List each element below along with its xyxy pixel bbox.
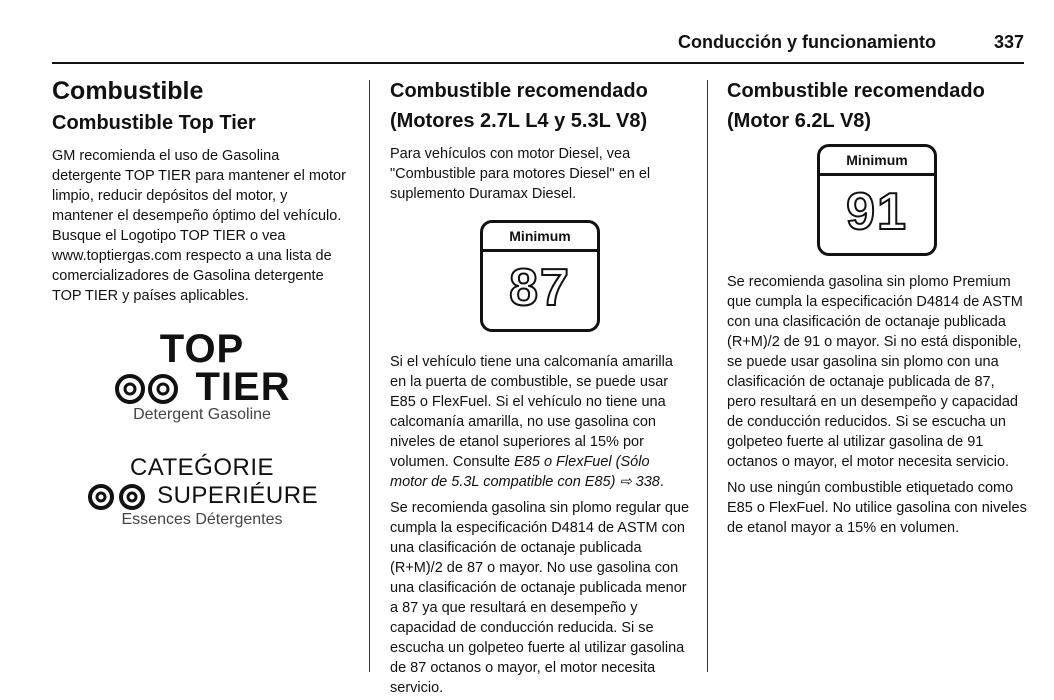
categorie-logo-line2: SUPERIÉURE — [157, 482, 319, 509]
badge-label: Minimum — [820, 147, 934, 176]
column-2 — [390, 76, 690, 698]
badge-label: Minimum — [483, 223, 597, 252]
categorie-logo-tagline: Essences Détergentes — [121, 510, 283, 528]
regular-gasoline-paragraph: Se recomienda gasolina sin plomo regular que cumpla la especificación D4814 de ASTM con una clasificación de octanaje publicada (R+M)/2 de 87 o mayor. No use gasolina con una clasificación de octanaje publicada menor a 87 ya que resultará en desempeño y capacidad de conducción reducida. Si se escucha un golpeteo fuerte al utilizar gasolina de 87 octanos o mayor, el motor necesita servicio. — [390, 500, 690, 696]
swirl-icon — [86, 483, 150, 511]
column-divider-2 — [707, 80, 708, 672]
column-1 — [52, 76, 352, 529]
toptier-logo-line1: TOP — [159, 327, 245, 371]
page-number: 337 — [993, 32, 1024, 52]
section-heading: Combustible — [52, 77, 204, 105]
column-3 — [727, 76, 1027, 538]
section-heading: Combustible recomendado (Motores 2.7L L4 y 5.3L V8) — [390, 80, 648, 132]
section-title: Conducción y funcionamiento — [677, 32, 936, 52]
toptier-logo — [52, 327, 352, 424]
page-reference[interactable]: ⇨ 338 — [619, 474, 660, 490]
diesel-note: Para vehículos con motor Diesel, vea "Combustible para motores Diesel" en el suplemento Duramax Diesel. — [390, 146, 651, 202]
octane-badge-91 — [817, 144, 937, 256]
categorie-logo — [52, 454, 352, 529]
octane-badge-87 — [480, 220, 600, 332]
categorie-logo-line1: CATEǴORIE — [129, 454, 275, 481]
page-header — [52, 32, 1024, 62]
e85-warning-paragraph: No use ningún combustible etiquetado como E85 o FlexFuel. No utilice gasolina con niveles de etanol mayor a 15% en volumen. — [727, 480, 1027, 536]
header-rule — [52, 62, 1024, 64]
subsection-heading: Combustible Top Tier — [52, 112, 256, 134]
swirl-icon — [113, 373, 183, 405]
premium-gasoline-paragraph: Se recomienda gasolina sin plomo Premium que cumpla la especificación D4814 de ASTM con una clasificación de octanaje publicada (R+M)/2 de 91 o mayor. Si no está disponible, se puede usar gasolina sin plomo con una clasificación de octanaje publicada de 87, pero resultará en un desempeño y capacidad de conducción reducidos. Si se escucha un golpeteo fuerte al utilizar gasolina de 91 octanos o mayor, el motor necesita servicio. — [727, 274, 1023, 470]
toptier-logo-line2: TIER — [195, 365, 291, 409]
badge-value: 87 — [509, 259, 571, 317]
e85-paragraph: Si el vehículo tiene una calcomanía amarilla en la puerta de combustible, se puede usar E85 o FlexFuel. Si el vehículo no tiene una calcomanía amarilla, no use gasolina con niveles de etanol superiores al 15% por volumen. Consulte E85 o FlexFuel (Sólo motor de 5.3L compatible con E85) ⇨ 338. — [390, 354, 673, 490]
column-divider-1 — [369, 80, 370, 672]
section-heading: Combustible recomendado (Motor 6.2L V8) — [727, 80, 985, 132]
toptier-paragraph: GM recomienda el uso de Gasolina detergente TOP TIER para mantener el motor limpio, reducir depósitos del motor, y mantener el desempeño óptimo del vehículo. Busque el Logotipo TOP TIER o vea www.toptiergas.com respecto a una lista de comercializadores de Gasolina detergente TOP TIER y países aplicables. — [52, 148, 346, 304]
e85-reference-link[interactable]: E85 o FlexFuel (Sólo motor de 5.3L compatible con E85) — [390, 454, 650, 490]
badge-value: 91 — [846, 183, 908, 241]
toptier-logo-tagline: Detergent Gasoline — [133, 406, 271, 423]
